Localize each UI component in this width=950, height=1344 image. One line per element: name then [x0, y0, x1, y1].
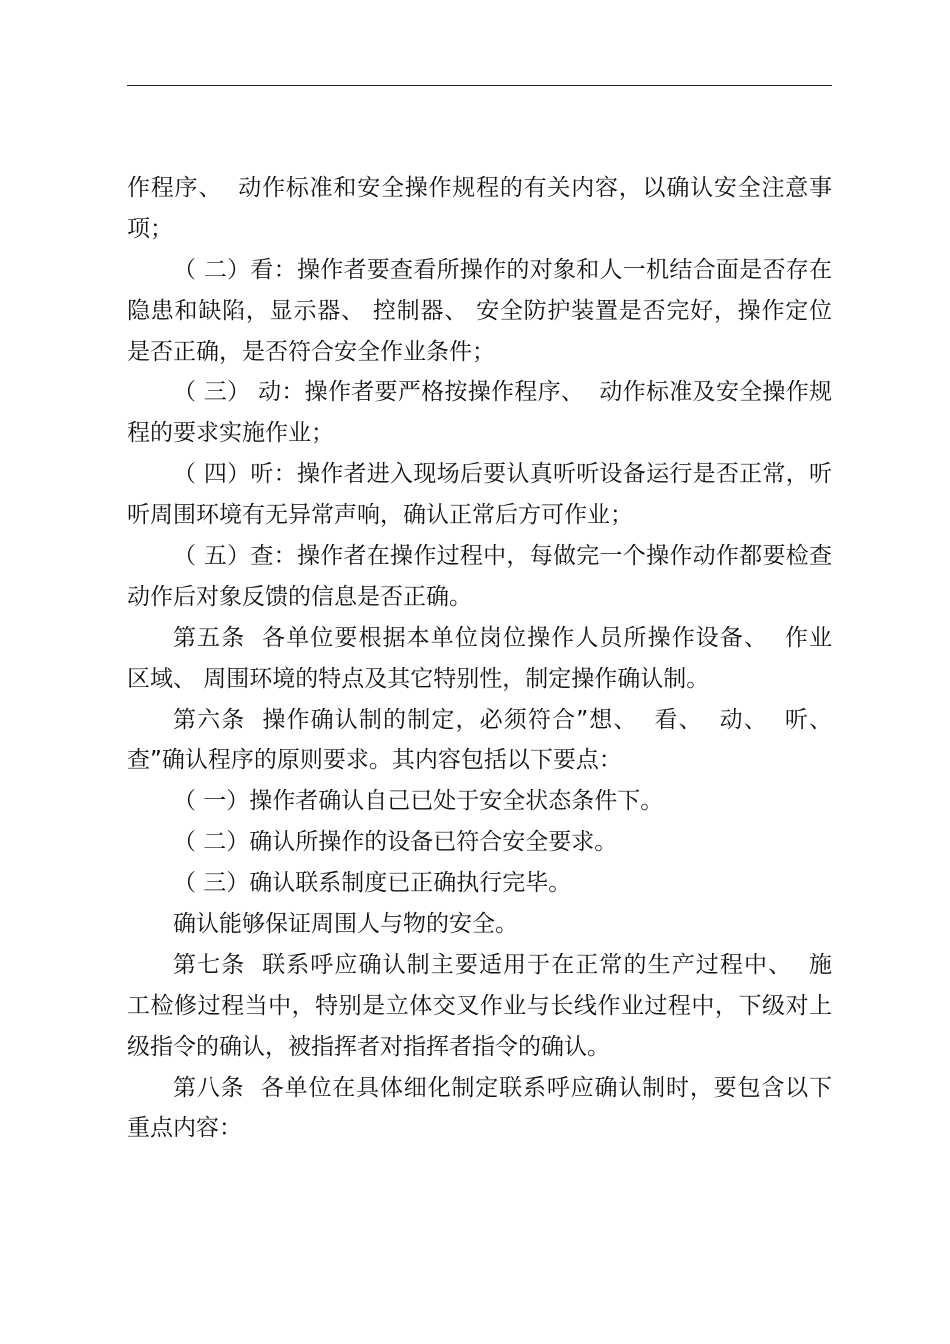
text-line: 第五条 各单位要根据本单位岗位操作人员所操作设备、 作业 [173, 624, 832, 651]
text-line: 作程序、 动作标准和安全操作规程的有关内容，以确认安全注意事 [127, 175, 832, 201]
text-line: （ 四）听：操作者进入现场后要认真听听设备运行是否正常，听 [173, 461, 832, 488]
text-line: （ 五）查：操作者在操作过程中，每做完一个操作动作都要检查 [173, 543, 832, 570]
text-line: 程的要求实施作业； [127, 420, 334, 447]
text-line: （ 二）看：操作者要查看所操作的对象和人一机结合面是否存在 [173, 256, 832, 283]
header-rule [127, 85, 832, 86]
text-line: 区域、 周围环境的特点及其它特别性，制定操作确认制。 [127, 665, 710, 692]
text-line: 隐患和缺陷，显示器、 控制器、 安全防护装置是否完好，操作定位 [127, 297, 832, 324]
text-line: 查”确认程序的原则要求。其内容包括以下要点： [127, 747, 622, 774]
text-line: 第七条 联系呼应确认制主要适用于在正常的生产过程中、 施 [173, 951, 832, 978]
text-line: （ 三） 动：操作者要严格按操作程序、 动作标准及安全操作规 [173, 379, 832, 406]
document-body [127, 168, 832, 1149]
text-line: （ 三）确认联系制度已正确执行完毕。 [173, 870, 572, 897]
text-line: 确认能够保证周围人与物的安全。 [173, 911, 518, 938]
text-line: （ 一）操作者确认自己已处于安全状态条件下。 [173, 788, 664, 815]
text-line: 第六条 操作确认制的制定，必须符合”想、 看、 动、 听、 [173, 706, 832, 733]
text-line: 重点内容： [127, 1115, 242, 1142]
text-line: 项； [127, 215, 173, 242]
text-line: 是否正确，是否符合安全作业条件； [127, 338, 495, 365]
text-line: 听周围环境有无异常声响，确认正常后方可作业； [127, 502, 633, 529]
text-line: 级指令的确认，被指挥者对指挥者指令的确认。 [127, 1033, 610, 1060]
text-line: 第八条 各单位在具体细化制定联系呼应确认制时，要包含以下 [173, 1074, 832, 1101]
text-line: 工检修过程当中，特别是立体交叉作业与长线作业过程中，下级对上 [127, 992, 832, 1019]
text-line: 动作后对象反馈的信息是否正确。 [127, 583, 472, 610]
text-line: （ 二）确认所操作的设备已符合安全要求。 [173, 829, 618, 856]
